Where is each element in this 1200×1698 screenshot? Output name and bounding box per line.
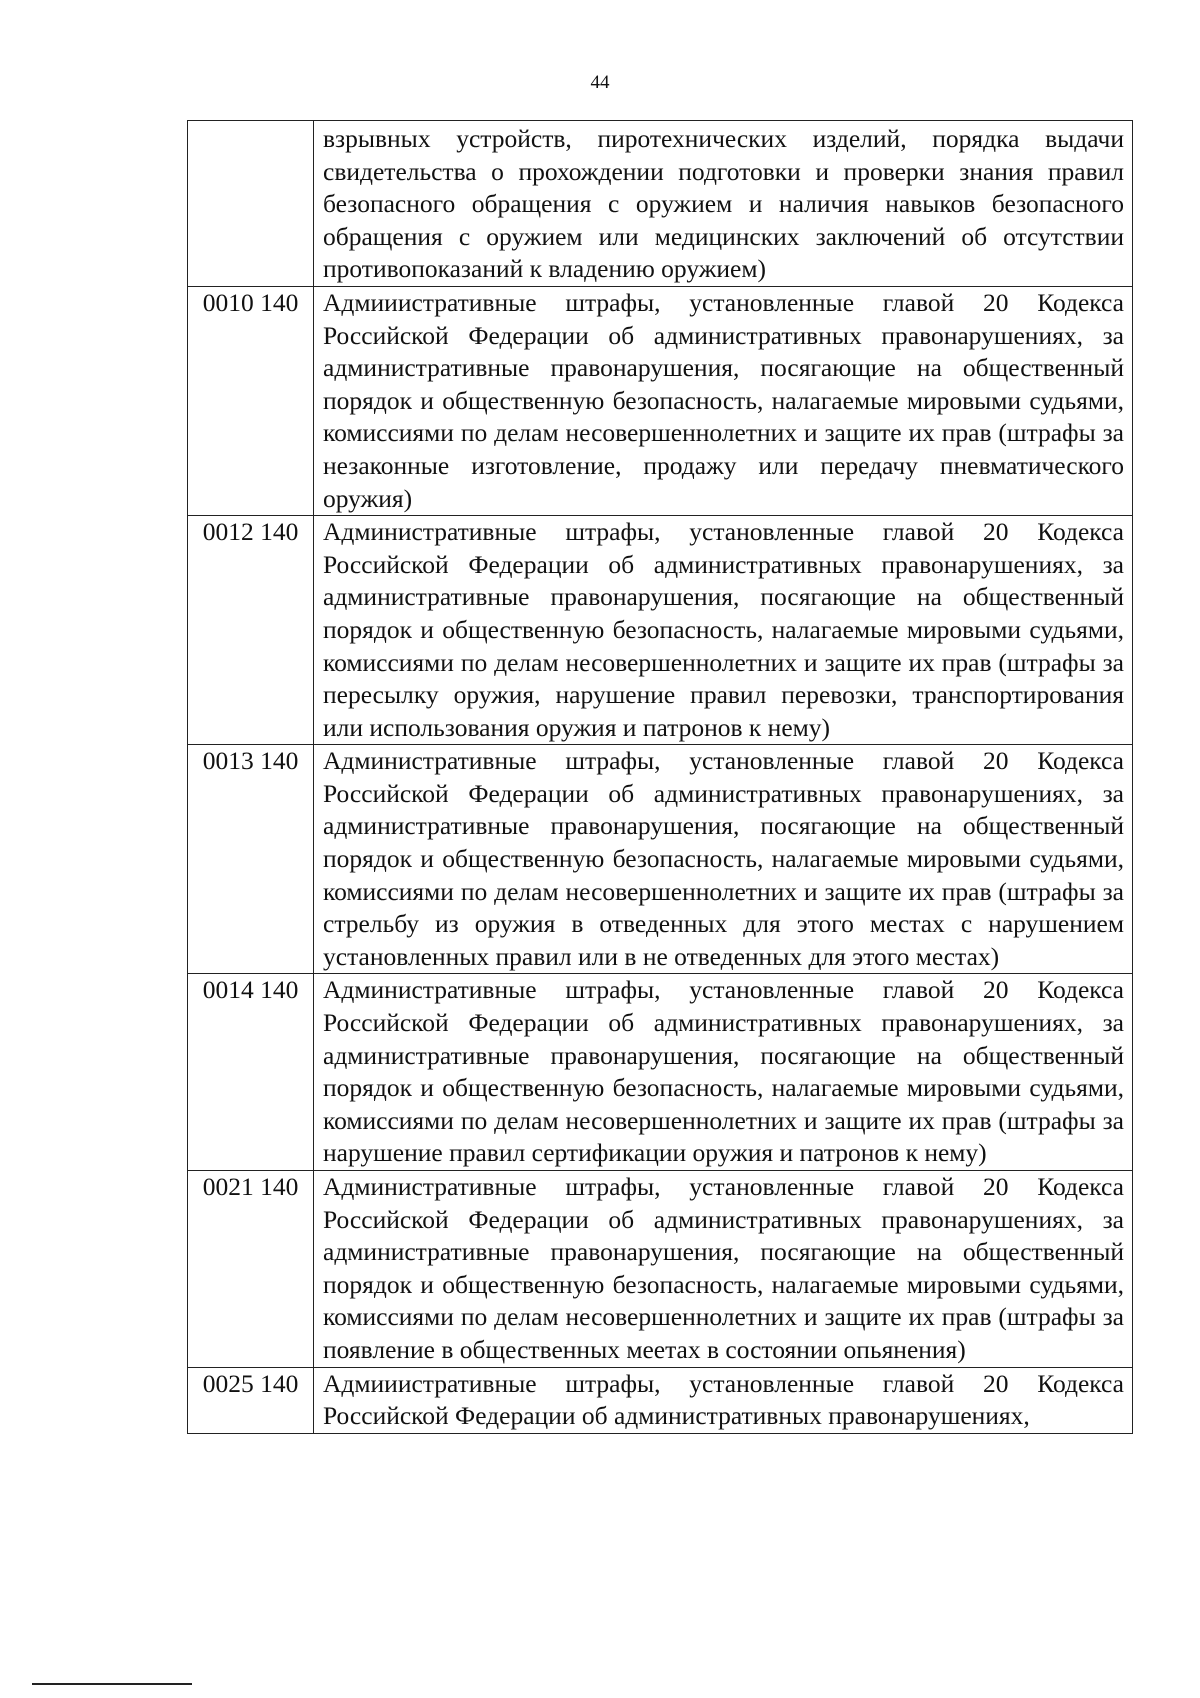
table-row [188,974,1133,1171]
code-cell: 0021 140 [188,1171,314,1368]
code-cell: 0014 140 [188,974,314,1171]
code-cell: 0013 140 [188,745,314,974]
table-row [188,1171,1133,1368]
table-row [188,516,1133,745]
description-cell: взрывных устройств, пиротехнических изделий, порядка выдачи свидетельства о прохождении подготовки и проверки знания правил безопасного обращения с оружием и наличия навыков безопасного обращения с оружием или медицинских заключений об отсутствии противопоказаний к владению оружием) [314,121,1133,287]
table-row [188,1367,1133,1433]
description-cell: Адмииистративные штрафы, установленные главой 20 Кодекса Российской Федерации об административных правонарушениях, [314,1367,1133,1433]
fines-table [187,120,1133,1434]
footnote-divider [32,1683,192,1685]
description-cell: Адмииистративные штрафы, установленные главой 20 Кодекса Российской Федерации об административных правонарушениях, за административные правонарушения, посягающие на общественный порядок и общественную безопасность, налагаемые мировыми судьями, комиссиями по делам несовершеннолетних и защите их прав (штрафы за незаконные изготовление, продажу или передачу пневматического оружия) [314,286,1133,515]
table-row [188,121,1133,287]
description-cell: Административные штрафы, установленные главой 20 Кодекса Российской Федерации об административных правонарушениях, за административные правонарушения, посягающие на общественный порядок и общественную безопасность, налагаемые мировыми судьями, комиссиями по делам несовершеннолетних и защите их прав (штрафы за появление в общественных меетах в состоянии опьянения) [314,1171,1133,1368]
table-row [188,286,1133,515]
code-cell: 0012 140 [188,516,314,745]
description-cell: Административные штрафы, установленные главой 20 Кодекса Российской Федерации об административных правонарушениях, за административные правонарушения, посягающие на общественный порядок и общественную безопасность, налагаемые мировыми судьями, комиссиями по делам несовершеннолетних и защите их прав (штрафы за пересылку оружия, нарушение правил перевозки, транспортирования или использования оружия и патронов к нему) [314,516,1133,745]
code-cell [188,121,314,287]
code-cell: 0010 140 [188,286,314,515]
description-cell: Административные штрафы, установленные главой 20 Кодекса Российской Федерации об административных правонарушениях, за административные правонарушения, посягающие на общественный порядок и общественную безопасность, налагаемые мировыми судьями, комиссиями по делам несовершеннолетних и защите их прав (штрафы за нарушение правил сертификации оружия и патронов к нему) [314,974,1133,1171]
page-number: 44 [590,72,610,93]
description-cell: Административные штрафы, установленные главой 20 Кодекса Российской Федерации об административных правонарушениях, за административные правонарушения, посягающие на общественный порядок и общественную безопасность, налагаемые мировыми судьями, комиссиями по делам несовершеннолетних и защите их прав (штрафы за стрельбу из оружия в отведенных для этого местах с нарушением установленных правил или в не отведенных для этого местах) [314,745,1133,974]
table-row [188,745,1133,974]
code-cell: 0025 140 [188,1367,314,1433]
